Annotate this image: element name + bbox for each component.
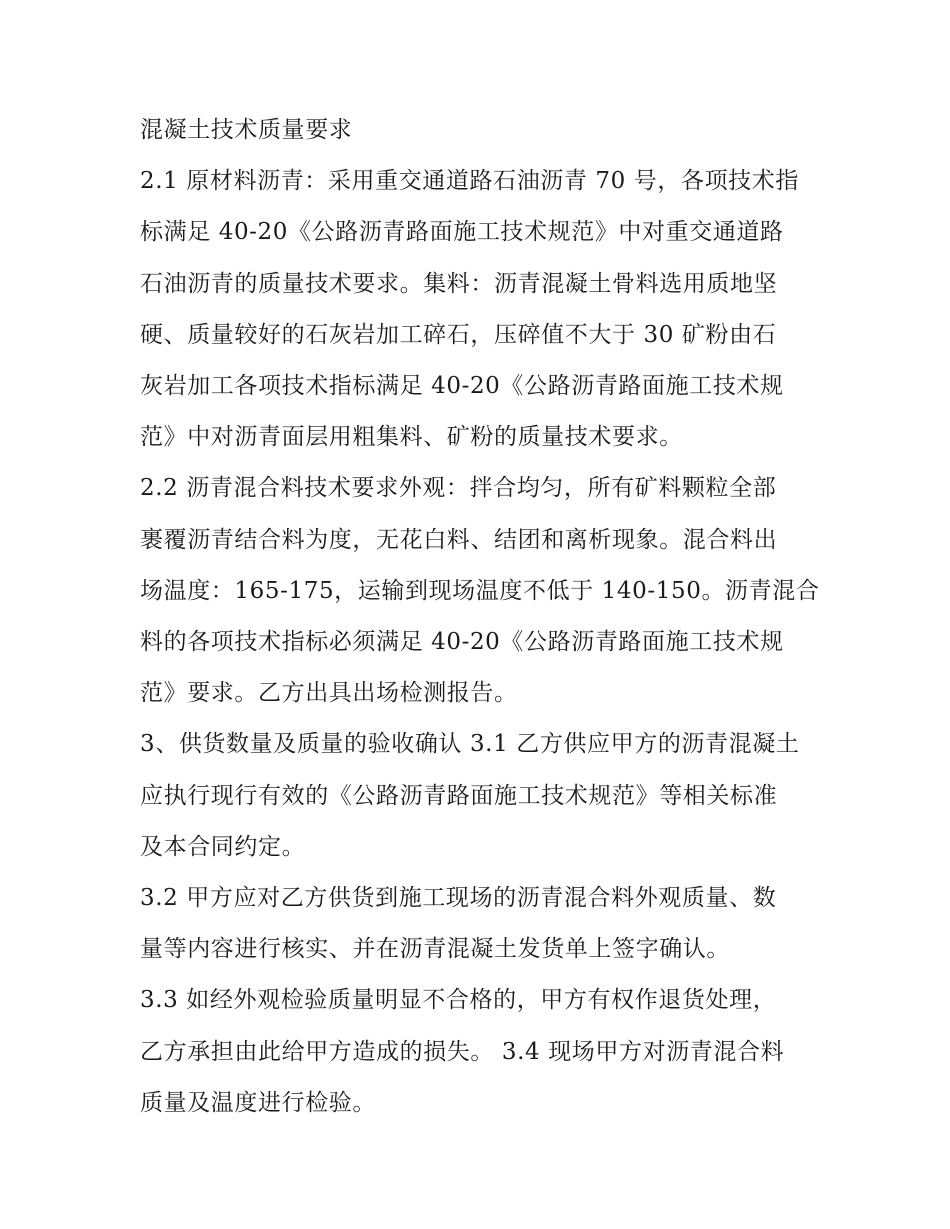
- text-line: 范》要求。乙方出具出场检测报告。: [140, 680, 518, 707]
- document-body: [140, 105, 820, 1129]
- text-line: 场温度：165-175，运输到现场温度不低于 140-150。沥青混合: [140, 577, 820, 604]
- text-line: 应执行现行有效的《公路沥青路面施工技术规范》等相关标准: [140, 782, 778, 809]
- text-line: 灰岩加工各项技术指标满足 40-20《公路沥青路面施工技术规: [140, 373, 784, 400]
- text-line: 3、供货数量及质量的验收确认 3.1 乙方供应甲方的沥青混凝土: [140, 731, 800, 758]
- section-heading: [140, 105, 820, 156]
- text-line: 石油沥青的质量技术要求。集料：沥青混凝土骨料选用质地坚: [140, 270, 778, 297]
- text-line: 3.3 如经外观检验质量明显不合格的，甲方有权作退货处理，: [140, 987, 777, 1014]
- paragraph-3-2: [140, 873, 820, 975]
- text-line: 2.1 原材料沥青：采用重交通道路石油沥青 70 号，各项技术指: [140, 168, 799, 195]
- text-line: 混凝土技术质量要求: [140, 117, 353, 143]
- text-line: 2.2 沥青混合料技术要求外观：拌合均匀，所有矿料颗粒全部: [140, 475, 777, 502]
- text-line: 量等内容进行核实、并在沥青混凝土发货单上签字确认。: [140, 936, 730, 963]
- paragraph-3-3: [140, 975, 820, 1129]
- text-line: 3.2 甲方应对乙方供货到施工现场的沥青混合料外观质量、数: [140, 885, 777, 912]
- text-line: 乙方承担由此给甲方造成的损失。 3.4 现场甲方对沥青混合料: [140, 1038, 785, 1065]
- text-line: 范》中对沥青面层用粗集料、矿粉的质量技术要求。: [140, 424, 683, 451]
- text-line: 标满足 40-20《公路沥青路面施工技术规范》中对重交通道路: [140, 219, 784, 246]
- text-line: 料的各项技术指标必须满足 40-20《公路沥青路面施工技术规: [140, 629, 784, 656]
- text-line: 裹覆沥青结合料为度，无花白料、结团和离析现象。混合料出: [140, 526, 778, 553]
- paragraph-3: [140, 719, 820, 873]
- paragraph-2-2: [140, 463, 820, 719]
- paragraph-2-1: [140, 156, 820, 463]
- text-line: 及本合同约定。: [140, 833, 306, 860]
- text-line: 硬、质量较好的石灰岩加工碎石，压碎值不大于 30 矿粉由石: [140, 321, 777, 348]
- text-line: 质量及温度进行检验。: [140, 1089, 376, 1116]
